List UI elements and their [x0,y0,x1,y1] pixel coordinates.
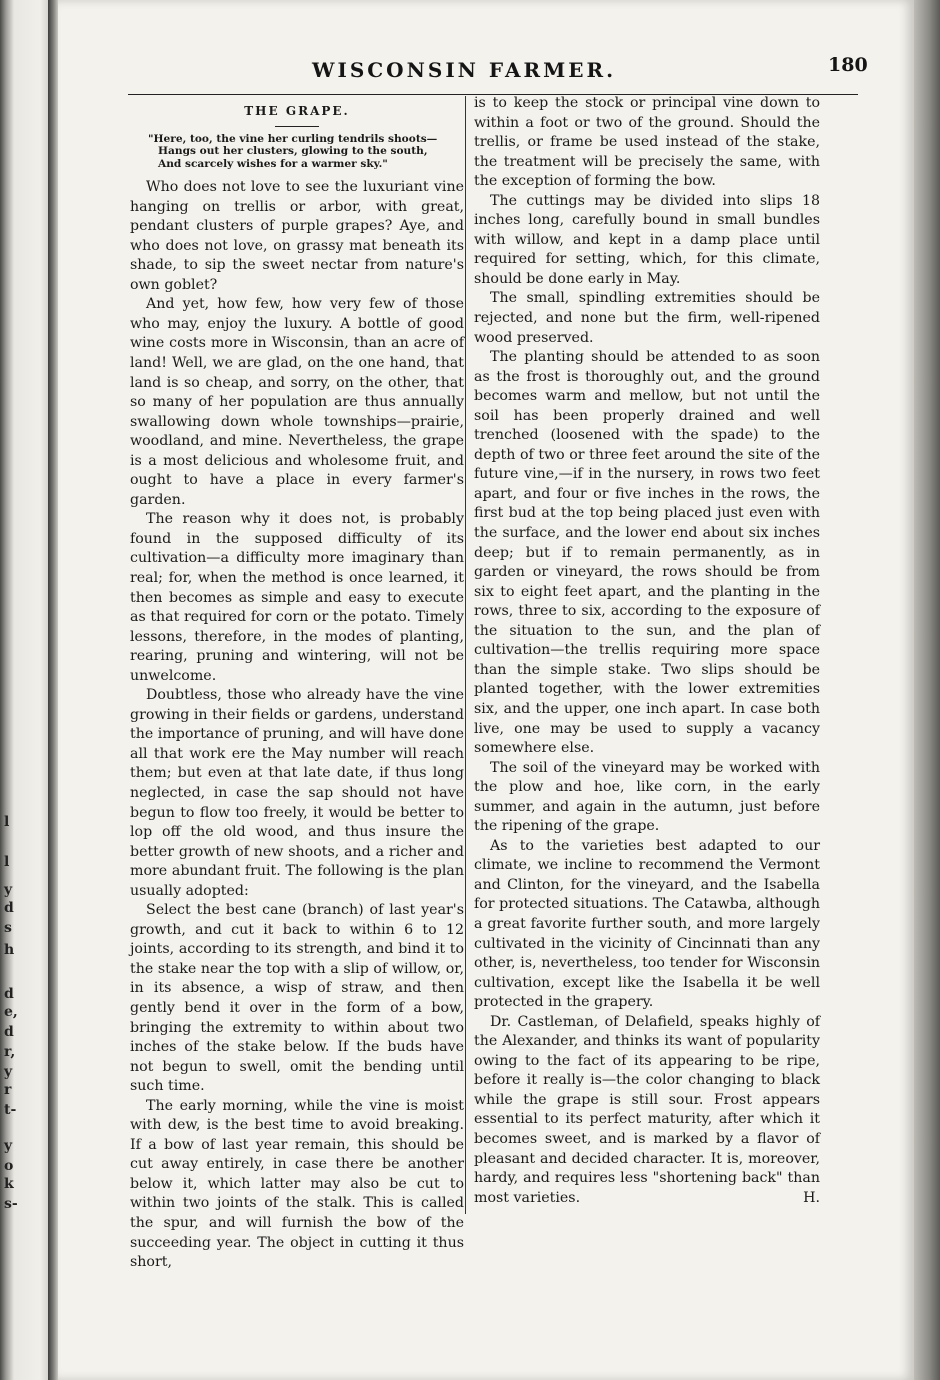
facing-page-fragment: s [4,920,12,936]
paragraph: The reason why it does not, is probably found in the supposed difficulty of its cultivation—a difficulty more imaginary than real; for, when the method is once learned, it then becomes as simple and easy to execute as that required for corn or the potato. Timely lessons, therefore, in the modes of planting, rearing, pruning and wintering, will not be unwelcome. [130,511,464,684]
facing-page-fragment: s- [4,1196,18,1212]
epigraph-line: Hangs out her clusters, glowing to the south, [158,145,428,158]
paragraph: The small, spindling extremities should be rejected, and none but the firm, well-ripened wood preserved. [474,290,820,346]
epigraph-line: And scarcely wishes for a warmer sky." [158,157,388,170]
column-divider [465,96,466,1214]
facing-page-edge [0,0,48,1380]
right-column [474,94,820,1208]
facing-page-fragment: d [4,900,14,916]
left-column [130,94,464,1273]
page-number: 180 [828,54,868,76]
running-title: WISCONSIN FARMER. [312,58,617,82]
paragraph: The early morning, while the vine is moist with dew, is the best time to avoid breaking. If a bow of last year remain, this should be cut away entirely, in case there be another below it, which latter may also be cut to within two joints of the stalk. This is called the spur, and will furnish the bow of the succeeding year. The object in cutting it thus short, [130,1097,464,1271]
paragraph: Who does not love to see the luxuriant vine hanging on trellis or arbor, with great, pendant clusters of purple grapes? Aye, and who does not love, on grassy mat beneath its shade, to sip the sweet nectar from nature's own goblet? [130,179,464,293]
facing-page-fragment: t- [4,1102,17,1118]
facing-page-fragment: r [4,1082,12,1098]
facing-page-fragment: e, [4,1004,18,1020]
paragraph: The cuttings may be divided into slips 18 inches long, carefully bound in small bundles with willow, and kept in a damp place until required for setting, which, for this climate, should be done early in May. [474,192,820,287]
facing-page-fragment: d [4,1024,14,1040]
facing-page-fragment: l [4,814,10,830]
paragraph: The soil of the vineyard may be worked with the plow and hoe, like corn, in the early summer, and again in the autumn, just before the ripening of the grape. [474,759,820,835]
book-binding [48,0,58,1380]
facing-page-fragment: y [4,1064,13,1080]
paragraph: The planting should be attended to as soon as the frost is thoroughly out, and the ground becomes warm and mellow, but not until the soil has been properly drained and well trenched (loosened with the spade) to the depth of two or three feet around the site of the future vine,—if in the nursery, in rows two feet apart, and four or five inches in the rows, the first bud at the top being placed just even with the surface, and the lower end about six inches deep; but if to remain permanently, as in garden or vineyard, the rows should be from six to eight feet apart, and the planting in the rows, three to six, according to the exposure of the situation to the sun, and the plan of cultivation—the trellis requiring more space than the simple stake. Two slips should be planted together, with the lower extremities six, and the upper, one inch apart. In case both live, one may be used to supply a vacancy somewhere else. [474,349,820,757]
paragraph-text: Dr. Castleman, of Delafield, speaks highly of the Alexander, and thinks its want of popularity owing to the fact of its appearing to be ripe, before it really is—the color changing to black while the grape is still sour. Frost appears essential to its perfect maturity, after which it becomes sweet, and is marked by a flavor of pleasant and decided character. It is, moreover, hardy, and requires less "shortening back" than most varieties. [474,1013,820,1206]
paragraph: is to keep the stock or principal vine down to within a foot or two of the ground. Should the trellis, or frame be used instead of the stake, the treatment will be precisely the same, with the exception of forming the bow. [474,95,820,190]
author-signature: H. [803,1189,820,1206]
facing-page-fragment: k [4,1176,14,1192]
title-rule [275,126,319,127]
epigraph [130,133,464,171]
paragraph: Doubtless, those who already have the vine growing in their fields or gardens, understand the importance of pruning, and will have done all that work ere the May number will reach them; but even at that late date, if thus long neglected, in case the sap should not have begun to flow too freely, it would be better to lop off the old wood, and thus insure the better growth of new shoots, and a richer and more abundant fruit. The following is the plan usually adopted: [130,687,464,899]
paragraph: Select the best cane (branch) of last year's growth, and cut it back to within 6 to 12 joints, according to its strength, and bind it to the stake near the top with a slip of willow, or, in its absence, a wisp of straw, and then gently bend it over in the form of a bow, bringing the extremity to within about two inches of the stake below. If the buds have not begun to swell, omit the bending until such time. [130,902,464,1095]
epigraph-line: "Here, too, the vine her curling tendrils shoots— [148,132,438,145]
facing-page-fragment: r, [4,1044,16,1060]
facing-page-fragment: y [4,882,13,898]
facing-page-fragment: d [4,986,14,1002]
facing-page-fragment: l [4,854,10,870]
article-title: THE GRAPE. [244,104,350,118]
newspaper-page [58,0,914,1380]
facing-page-fragment: h [4,942,15,958]
paragraph: And yet, how few, how very few of those who may, enjoy the luxury. A bottle of good wine costs more in Wisconsin, than an acre of land! Well, we are glad, on the one hand, that land is so cheap, and sorry, on the other, that so many of her population are thus annually swallowing down whole townships—prairie, woodland, and mine. Nevertheless, the grape is a most delicious and wholesome fruit, and ought to have a place in every farmer's garden. [130,296,464,508]
paragraph [474,1013,820,1208]
page-edge-shadow [914,0,940,1380]
facing-page-fragment: o [4,1158,14,1174]
paragraph: As to the varieties best adapted to our climate, we incline to recommend the Vermont and Clinton, for the vineyard, and the Isabella for protected situations. The Catawba, although a great favorite further south, and more largely cultivated in the vicinity of Cincinnati than any other, is, nevertheless, too tender for Wisconsin cultivation, except like the Isabella it be well protected in the grapery. [474,837,820,1011]
facing-page-fragment: y [4,1138,13,1154]
